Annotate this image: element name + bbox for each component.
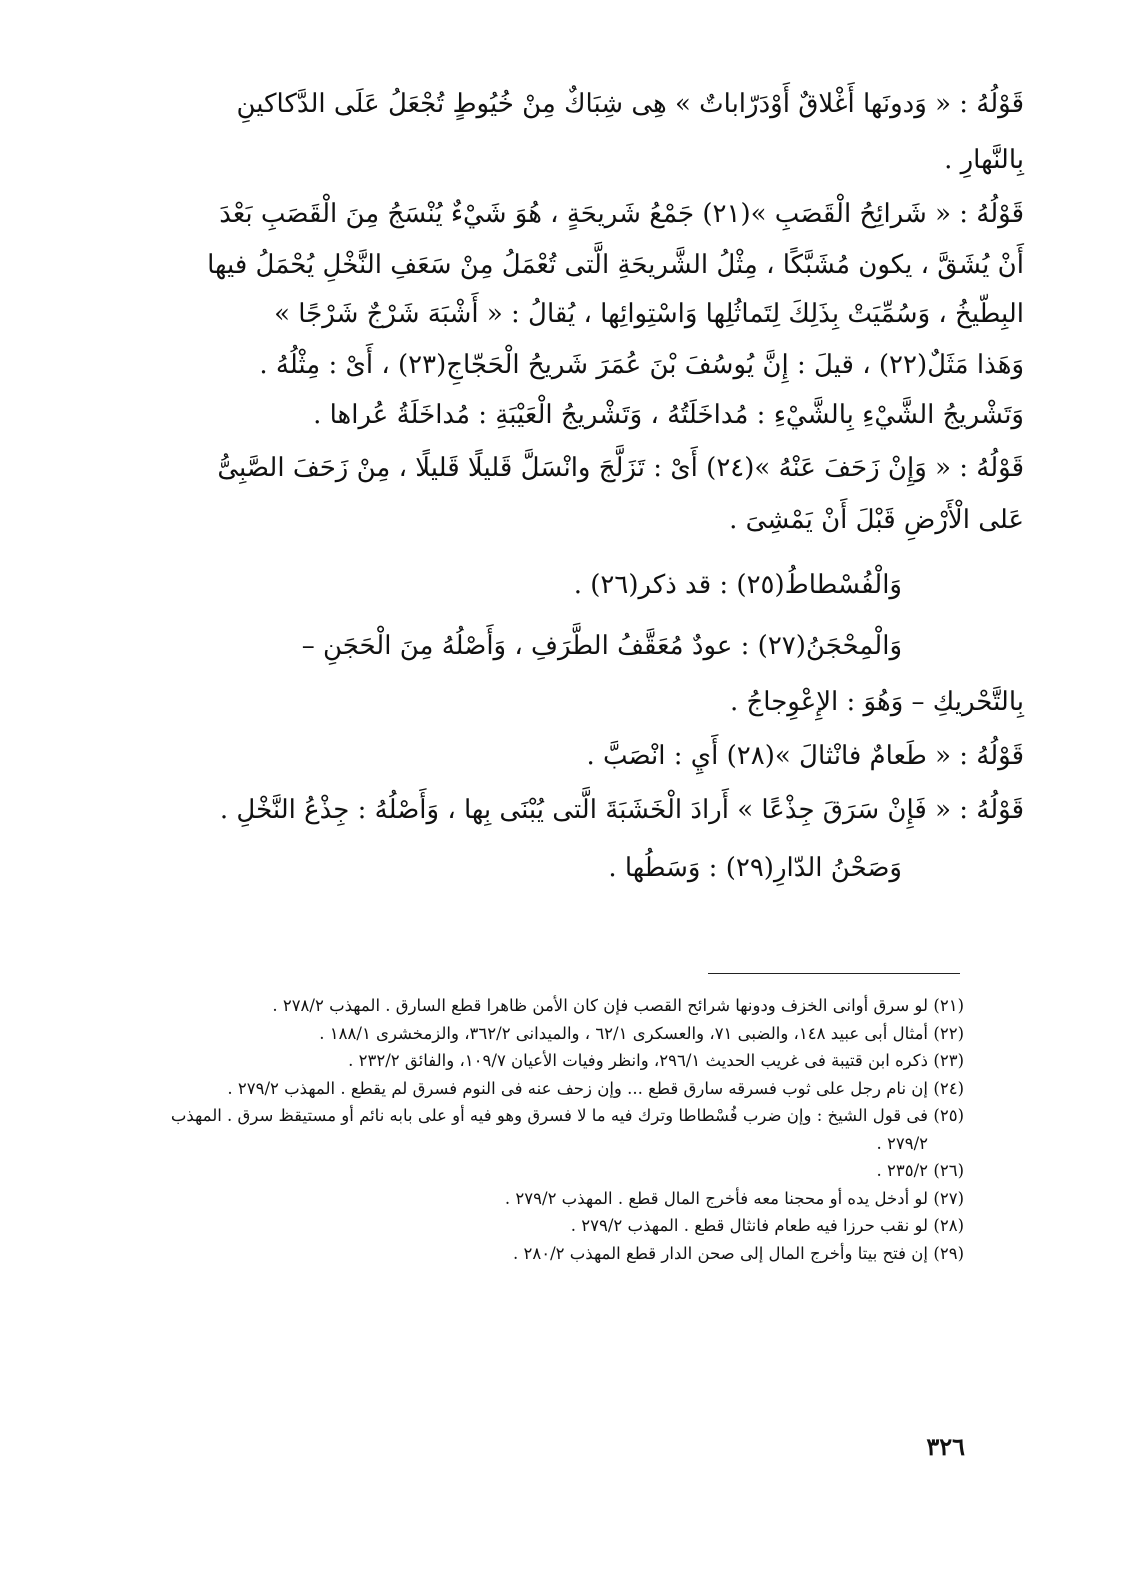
footnote xyxy=(128,992,964,1020)
footnote-text: إن نام رجل على ثوب فسرقه سارق قطع ... وإن زحف عنه فى النوم فسرق لم يقطع . المهذب ٢٧٩/٢ . xyxy=(227,1078,928,1098)
footnote-text: ٢٣٥/٢ . xyxy=(876,1161,928,1180)
body-line: بِالنَّهارِ . xyxy=(944,145,1024,175)
body-line: عَلى الْأَرْضِ قَبْلَ أَنْ يَمْشِىَ . xyxy=(729,505,1024,535)
footnote-text: إن فتح بيتا وأخرج المال إلى صحن الدار قطع المهذب ٢٨٠/٢ . xyxy=(513,1243,928,1263)
footnote-text: فى قول الشيخ : وإن ضرب فُسْطاطا وترك فيه ما لا فسرق وهو فيه أو على بابه نائم أو مستيقظ سرق . المهذب ٢٧٩/٢ . xyxy=(170,1106,928,1153)
footnote-number: (٢٢) xyxy=(933,1023,964,1043)
footnote-number: (٢٣) xyxy=(933,1051,964,1070)
body-line: أَنْ يُشَقَّ ، يكون مُشَبَّكًا ، مِثْلُ الشَّريحَةِ الَّتى تُعْمَلُ مِنْ سَعَفِ النَّخْلِ يُحْمَلُ فيها xyxy=(207,250,1024,280)
footnote-separator xyxy=(708,973,960,974)
footnote-number: (٢٩) xyxy=(933,1243,964,1263)
footnote-text: لو أدخل يده أو محجنا معه فأخرج المال قطع . المهذب ٢٧٩/٢ . xyxy=(504,1188,928,1208)
footnote xyxy=(128,1240,964,1268)
footnote xyxy=(128,1212,964,1240)
footnote-number: (٢١) xyxy=(933,996,964,1015)
footnote xyxy=(128,1020,964,1048)
footnote-number: (٢٧) xyxy=(933,1188,964,1208)
footnote xyxy=(128,1185,964,1213)
footnote-text: لو سرق أوانى الخزف ودونها شرائح القصب فإن كان الأمن ظاهرا قطع السارق . المهذب ٢٧٨/٢ . xyxy=(272,996,928,1015)
footnote xyxy=(128,1102,964,1157)
footnotes xyxy=(128,992,964,1267)
footnote xyxy=(128,1047,964,1075)
footnote-text: أمثال أبى عبيد ١٤٨، والضبى ٧١، والعسكرى ٦٢/١ ، والميدانى ٣٦٢/٢، والزمخشرى ١٨٨/١ . xyxy=(319,1023,928,1043)
body-line: بِالتَّحْريكِ – وَهُوَ : الإِعْوِجاجُ . xyxy=(729,687,1024,717)
footnote-number: (٢٨) xyxy=(933,1216,964,1235)
body-line: قَوْلُهُ : « وَدونَها أَغْلاقٌ أَوْدَرّاباتٌ » هِى شِبَاكٌ مِنْ خُيُوطٍ تُجْعَلُ عَلَى الدَّكاكينِ xyxy=(236,89,1024,119)
footnote xyxy=(128,1157,964,1185)
body-line: قَوْلُهُ : « فَإِنْ سَرَقَ جِذْعًا » أَرادَ الْخَشَبَةَ الَّتى يُبْنَى بِها ، وَأَصْلُهُ : جِذْعُ النَّخْلِ . xyxy=(219,795,1024,825)
footnote xyxy=(128,1075,964,1103)
page-number: ٣٢٦ xyxy=(926,1432,965,1461)
footnote-number: (٢٤) xyxy=(933,1078,964,1098)
body-line: وَصَحْنُ الدّارِ(٢٩) : وَسَطُها . xyxy=(608,853,902,883)
body-line: وَهَذا مَثَلٌ(٢٢) ، قيلَ : إِنَّ يُوسُفَ بْنَ عُمَرَ شَريحُ الْحَجّاجِ(٢٣) ، أَىْ : مِثْلُهُ . xyxy=(259,350,1024,380)
body-line: قَوْلُهُ : « طَعامٌ فانْثالَ »(٢٨) أَيِ : انْصَبَّ . xyxy=(586,741,1024,771)
body-line: قَوْلُهُ : « شَرائِحُ الْقَصَبِ »(٢١) جَمْعُ شَريحَةٍ ، هُوَ شَيْءٌ يُنْسَجُ مِنَ الْقَصَبِ بَعْدَ xyxy=(219,199,1024,229)
body-line: قَوْلُهُ : « وَإِنْ زَحَفَ عَنْهُ »(٢٤) أَىْ : تَزَلَّجَ وانْسَلَّ قَليلًا قَليلًا ، مِنْ زَحَفَ الصَّبِىُّ xyxy=(217,453,1024,483)
footnote-text: لو نقب حرزا فيه طعام فانثال قطع . المهذب ٢٧٩/٢ . xyxy=(570,1216,928,1235)
body-line: وَالْمِحْجَنُ(٢٧) : عودٌ مُعَقَّفُ الطَّرَفِ ، وَأَصْلُهُ مِنَ الْحَجَنِ – xyxy=(301,631,902,661)
footnote-number: (٢٥) xyxy=(933,1106,964,1125)
footnote-text: ذكره ابن قتيبة فى غريب الحديث ٢٩٦/١، وانظر وفيات الأعيان ١٠٩/٧، والفائق ٢٣٢/٢ . xyxy=(348,1051,928,1070)
body-line: وَتَشْريجُ الشَّيْءِ بِالشَّيْءِ : مُداخَلَتُهُ ، وَتَشْريجُ الْعَيْبَةِ : مُداخَلَةُ عُراها . xyxy=(313,400,1024,430)
body-line: البِطّيخُ ، وَسُمِّيَتْ بِذَلِكَ لِتَماثُلِها وَاسْتِوائِها ، يُقالُ : « أَشْبَهَ شَرْجٌ شَرْجًا » xyxy=(274,299,1024,329)
body-line: وَالْفُسْطاطُ(٢٥) : قد ذكر(٢٦) . xyxy=(573,570,902,600)
footnote-number: (٢٦) xyxy=(933,1161,964,1180)
